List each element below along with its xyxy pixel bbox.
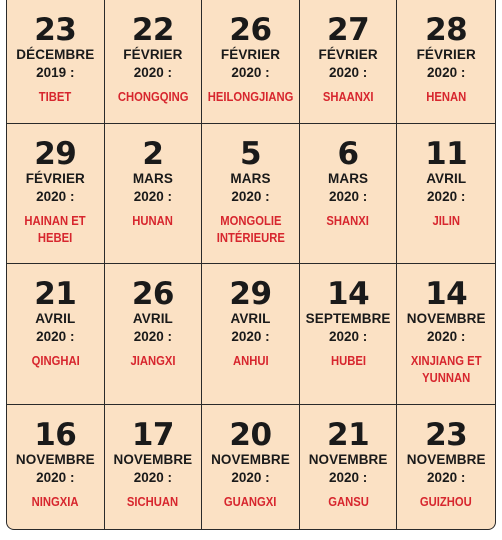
year-label: 2020 : xyxy=(427,65,466,80)
year-label: 2020 : xyxy=(231,470,270,485)
province-name: HEILONGJIANG xyxy=(207,90,294,104)
day-number: 28 xyxy=(425,12,468,48)
year-label: 2020 : xyxy=(328,65,368,80)
date-cell xyxy=(7,124,105,264)
day-number: 20 xyxy=(229,417,272,453)
province-name: SICHUAN xyxy=(127,495,179,509)
province-name: SHAANXI xyxy=(322,90,374,104)
month-name: FÉVRIER xyxy=(318,47,378,62)
date-cell xyxy=(202,0,300,124)
month-name: NOVEMBRE xyxy=(308,452,388,467)
date-cell xyxy=(202,124,300,264)
year-label: 2020 : xyxy=(328,189,368,204)
date-cell xyxy=(397,0,495,124)
date-cell xyxy=(202,264,300,405)
day-number: 29 xyxy=(229,276,272,312)
year-label: 2020 : xyxy=(328,329,368,344)
month-name: FÉVRIER xyxy=(25,171,85,186)
day-number: 5 xyxy=(239,136,262,172)
province-name: JILIN xyxy=(432,214,460,228)
date-cell xyxy=(105,264,203,405)
year-label: 2020 : xyxy=(133,65,173,80)
province-name: QINGHAI xyxy=(31,354,80,368)
year-label: 2020 : xyxy=(427,470,466,485)
day-number: 16 xyxy=(34,417,77,453)
province-name: HUBEI xyxy=(330,354,366,368)
year-label: 2020 : xyxy=(36,189,75,204)
month-name: FÉVRIER xyxy=(220,47,281,62)
province-name: NINGXIA xyxy=(31,495,79,509)
province-name: MONGOLIE INTÉRIEURE xyxy=(216,214,285,245)
day-number: 29 xyxy=(34,136,77,172)
date-cell xyxy=(7,0,105,124)
day-number: 23 xyxy=(34,12,77,48)
year-label: 2020 : xyxy=(133,470,173,485)
province-name: CHONGQING xyxy=(117,90,189,104)
month-name: AVRIL xyxy=(230,311,271,326)
province-name: GUIZHOU xyxy=(420,495,473,509)
month-name: NOVEMBRE xyxy=(15,452,95,467)
date-cell xyxy=(300,0,398,124)
province-name: JIANGXI xyxy=(130,354,176,368)
year-label: 2019 : xyxy=(36,65,75,80)
day-number: 26 xyxy=(229,12,272,48)
month-name: DÉCEMBRE xyxy=(16,47,95,62)
province-name: SHANXI xyxy=(326,214,370,228)
day-number: 23 xyxy=(425,417,468,453)
month-name: MARS xyxy=(132,171,173,186)
month-name: AVRIL xyxy=(132,311,173,326)
date-cell xyxy=(300,405,398,529)
date-cell xyxy=(397,124,495,264)
month-name: FÉVRIER xyxy=(416,47,476,62)
province-name: XINJIANG ET YUNNAN xyxy=(410,354,482,385)
date-cell xyxy=(300,124,398,264)
year-label: 2020 : xyxy=(133,329,173,344)
province-name: HAINAN ET HEBEI xyxy=(24,214,86,245)
province-name: HENAN xyxy=(426,90,467,104)
month-name: AVRIL xyxy=(426,171,467,186)
province-name: TIBET xyxy=(39,90,72,104)
year-label: 2020 : xyxy=(427,329,466,344)
day-number: 27 xyxy=(327,12,370,48)
month-name: NOVEMBRE xyxy=(211,452,290,467)
year-label: 2020 : xyxy=(133,189,173,204)
day-number: 14 xyxy=(327,276,370,312)
date-cell xyxy=(105,124,203,264)
date-cell xyxy=(397,405,495,529)
province-name: HUNAN xyxy=(132,214,174,228)
month-name: NOVEMBRE xyxy=(113,452,193,467)
year-label: 2020 : xyxy=(231,329,270,344)
province-name: GUANGXI xyxy=(224,495,277,509)
date-cell xyxy=(202,405,300,529)
year-label: 2020 : xyxy=(36,470,75,485)
year-label: 2020 : xyxy=(36,329,75,344)
day-number: 11 xyxy=(425,136,468,172)
day-number: 17 xyxy=(131,417,174,453)
month-name: MARS xyxy=(230,171,271,186)
calendar-grid xyxy=(6,0,496,530)
province-name: ANHUI xyxy=(232,354,269,368)
month-name: SEPTEMBRE xyxy=(305,311,391,326)
month-name: NOVEMBRE xyxy=(406,452,486,467)
date-cell xyxy=(300,264,398,405)
date-cell xyxy=(7,405,105,529)
year-label: 2020 : xyxy=(427,189,466,204)
year-label: 2020 : xyxy=(231,65,270,80)
year-label: 2020 : xyxy=(328,470,368,485)
day-number: 6 xyxy=(337,136,359,172)
day-number: 21 xyxy=(327,417,370,453)
day-number: 22 xyxy=(131,12,174,48)
date-cell xyxy=(397,264,495,405)
year-label: 2020 : xyxy=(231,189,270,204)
day-number: 2 xyxy=(142,136,164,172)
day-number: 14 xyxy=(425,276,468,312)
month-name: AVRIL xyxy=(35,311,76,326)
province-name: GANSU xyxy=(327,495,369,509)
date-cell xyxy=(7,264,105,405)
day-number: 21 xyxy=(34,276,77,312)
date-cell xyxy=(105,0,203,124)
day-number: 26 xyxy=(131,276,174,312)
month-name: FÉVRIER xyxy=(123,47,183,62)
month-name: NOVEMBRE xyxy=(406,311,486,326)
date-cell xyxy=(105,405,203,529)
month-name: MARS xyxy=(328,171,369,186)
